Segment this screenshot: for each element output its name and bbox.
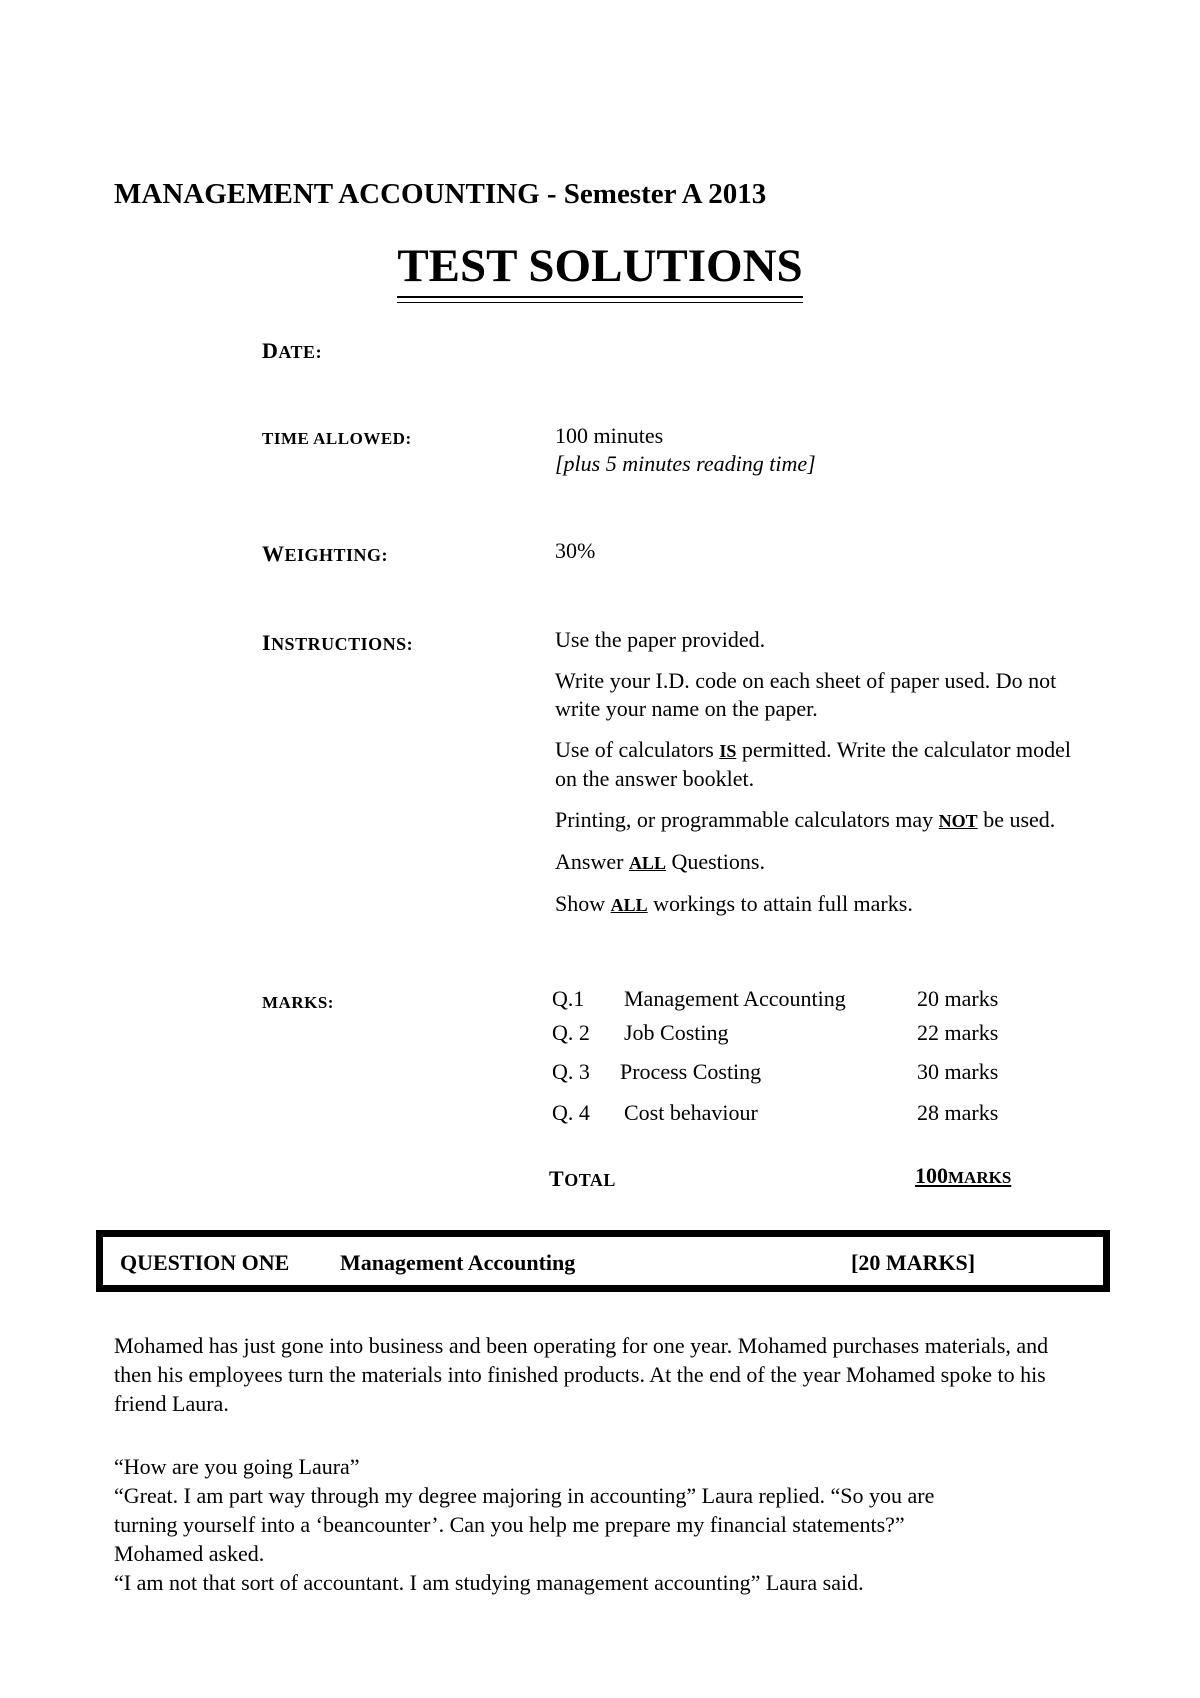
weighting-value: 30% (555, 538, 596, 563)
time-allowed-note: [plus 5 minutes reading time] (555, 451, 816, 476)
dialogue-line: “I am not that sort of accountant. I am studying management accounting” Laura said. (114, 1570, 864, 1595)
dialogue-line: “How are you going Laura” (114, 1454, 360, 1479)
marks-label: MARKS: (262, 993, 334, 1012)
marks-value: 28 marks (917, 1100, 999, 1125)
instruction-item: Answer ALL Questions. (555, 849, 765, 874)
instructions-list (555, 626, 1095, 932)
marks-topic: Cost behaviour (624, 1100, 758, 1125)
instruction-item: Show ALL workings to attain full marks. (555, 891, 913, 916)
marks-question: Q. 2 (552, 1020, 590, 1045)
question-number: QUESTION ONE (120, 1250, 290, 1275)
marks-value: 30 marks (917, 1059, 999, 1084)
question-marks: [20 MARKS] (851, 1250, 976, 1275)
marks-question: Q.1 (552, 986, 585, 1011)
weighting-label: WEIGHTING: (262, 541, 389, 566)
question-one-header (96, 1230, 1110, 1292)
question-topic: Management Accounting (340, 1250, 576, 1275)
question-paragraph: Mohamed has just gone into business and been operating for one year. Mohamed purchases materials, and then his employees turn the materials into finished products. At the end of the year Mohamed spoke to his friend Laura. (114, 1333, 1049, 1416)
dialogue-line: “Great. I am part way through my degree majoring in accounting” Laura replied. “So you are turning yourself into a ‘beancounter’. Can you help me prepare my financial statements?” Mohamed asked. (114, 1483, 935, 1566)
marks-topic: Management Accounting (624, 986, 846, 1011)
page-heading: MANAGEMENT ACCOUNTING - Semester A 2013 (114, 178, 767, 210)
total-value: 100MARKS (915, 1163, 1012, 1188)
instruction-item: Write your I.D. code on each sheet of paper used. Do not write your name on the paper. (555, 668, 1057, 721)
instruction-item: Printing, or programmable calculators may NOT be used. (555, 807, 1056, 832)
document-title: TEST SOLUTIONS (0, 238, 1200, 298)
instructions-label: INSTRUCTIONS: (262, 630, 414, 655)
marks-question: Q. 4 (552, 1100, 590, 1125)
instruction-item: Use of calculators IS permitted. Write the calculator model on the answer booklet. (555, 737, 1072, 791)
marks-value: 20 marks (917, 986, 999, 1011)
marks-topic: Job Costing (624, 1020, 729, 1045)
date-label: DATE: (262, 338, 323, 363)
instruction-item: Use the paper provided. (555, 627, 766, 652)
total-label: TOTAL (549, 1166, 616, 1191)
time-allowed-label: TIME ALLOWED: (262, 429, 412, 448)
marks-question: Q. 3 (552, 1059, 590, 1084)
dialogue-block (114, 1452, 964, 1597)
marks-topic: Process Costing (620, 1059, 762, 1084)
marks-value: 22 marks (917, 1020, 999, 1045)
time-allowed-value: 100 minutes (555, 423, 664, 448)
